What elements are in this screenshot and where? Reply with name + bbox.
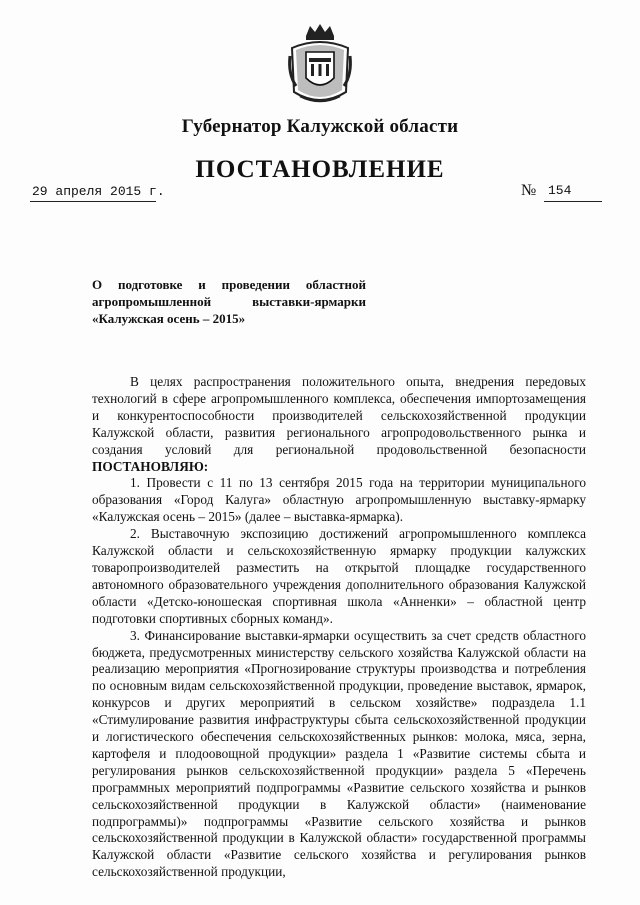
document-date: 29 апреля 2015 г. [32,184,165,199]
subject-line-1: О подготовке и проведении областной [92,277,366,292]
preamble-text: В целях распространения положительного опыта, внедрения передовых технологий в сфере агропромышленного комплекса, обеспечения импортозамещения и конкурентоспособности производителей сельскохозяйственной продукции Калужской области, развития регионального агропродовольственного рынка и создания условий для региональной продовольственной безопасности [92,374,586,457]
document-type-title: ПОСТАНОВЛЕНИЕ [195,156,445,183]
decree-word: ПОСТАНОВЛЯЮ: [92,458,209,474]
number-underline [544,201,602,202]
document-number: 154 [548,183,572,198]
document-subject [92,276,366,327]
document-number-label: № [521,182,537,199]
paragraph-3: 3. Финансирование выставки-ярмарки осуществить за счет средств областного бюджета, предусмотренных министерству сельского хозяйства Калужской области на реализацию мероприятия «Прогнозирование структуры производства и потребления по основным видам сельскохозяйственной продукции, проведение выставок, ярмарок, конкурсов и других мероприятий в сельском хозяйстве» подраздела 1.1 «Стимулирование развития инфраструктуры сбыта сельскохозяйственной продукции и логистического обеспечения сельскохозяйственных рынков: молока, мяса, зерна, картофеля и плодоовощной продукции» раздела 1 «Развитие системы сбыта и регулирования рынков сельскохозяйственной продукции» раздела 5 «Перечень программных мероприятий подпрограммы «Развитие сельского хозяйства и рынков сельскохозяйственной продукции в Калужской области» (наименование подпрограммы)» подпрограммы «Развитие сельского хозяйства и рынков сельскохозяйственной продукции в Калужской области» государственной программы Калужской области «Развитие сельского хозяйства и регулирования рынков сельскохозяйственной продукции, [92,627,586,880]
issuing-authority: Губернатор Калужской области [181,116,459,137]
preamble-paragraph [92,374,586,475]
date-underline [30,201,156,202]
paragraph-2: 2. Выставочную экспозицию достижений агропромышленного комплекса Калужской области и сельскохозяйственную ярмарку продукции калужских товаропроизводителей разместить на открытой площадке государственного автономного образовательного учреждения дополнительного образования Калужской области «Детско-юношеская спортивная школа «Анненки» – областной центр подготовки спортивных сборных команд». [92,526,586,626]
kaluga-coat-of-arms-icon [286,22,354,106]
subject-line-2: агропромышленной выставки-ярмарки [92,294,366,309]
subject-line-3: «Калужская осень – 2015» [92,311,246,326]
paragraph-1: 1. Провести с 11 по 13 сентября 2015 года на территории муниципального образования «Город Калуга» областную агропромышленную выставку-ярмарку «Калужская осень – 2015» (далее – выставка-ярмарка). [92,475,586,525]
document-body [92,374,586,881]
